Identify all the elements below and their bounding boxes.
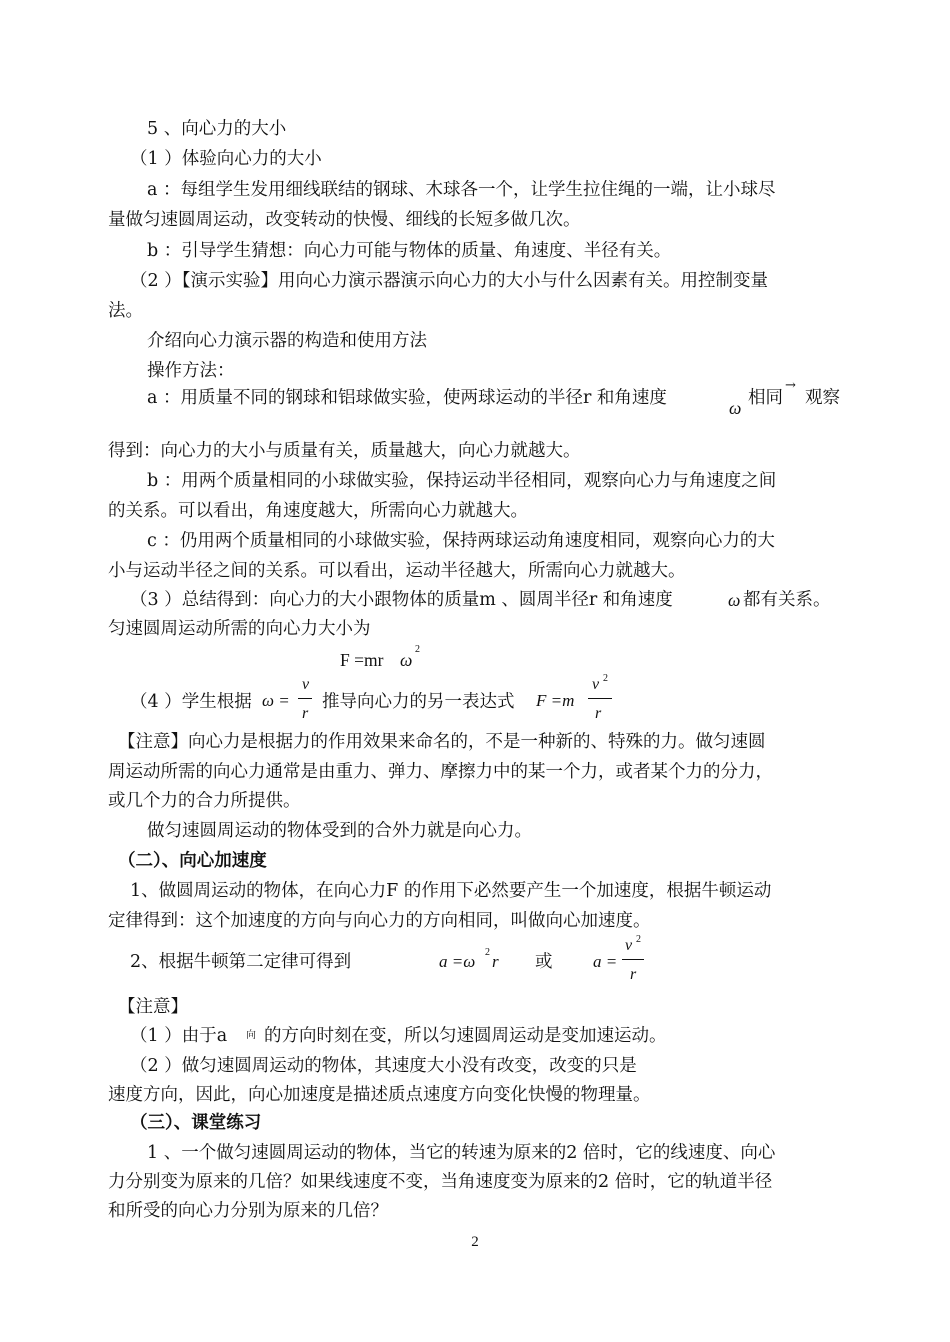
- paragraph: b ：用两个质量相同的小球做实验，保持运动半径相同，观察向心力与角速度之间: [147, 471, 777, 491]
- omega-symbol: ω: [729, 398, 742, 418]
- fraction-bar: [298, 698, 312, 699]
- formula-lhs: F =m: [536, 691, 575, 710]
- formula-text: r: [492, 952, 499, 971]
- paragraph: 定律得到：这个加速度的方向与向心力的方向相同，叫做向心加速度。: [108, 911, 651, 931]
- paragraph: 1 、一个做匀速圆周运动的物体，当它的转速为原来的2 倍时，它的线速度、向心: [147, 1143, 776, 1163]
- paragraph: 的关系。可以看出，角速度越大，所需向心力就越大。: [108, 501, 528, 521]
- section-heading-3: （三）、课堂练习: [130, 1113, 262, 1133]
- page-number: 2: [471, 1234, 479, 1250]
- superscript: 2: [415, 644, 420, 655]
- paragraph: （2 ）做匀速圆周运动的物体，其速度大小没有改变，改变的只是: [130, 1056, 637, 1076]
- section-heading-2: （二）、向心加速度: [118, 851, 267, 871]
- fraction-denominator: r: [630, 966, 637, 983]
- paragraph: 法。: [108, 301, 143, 321]
- note-heading: 【注意】: [118, 997, 188, 1017]
- paragraph: 得到：向心力的大小与质量有关，质量越大，向心力就越大。: [108, 441, 581, 461]
- omega-symbol: ω: [400, 650, 413, 670]
- paragraph: 操作方法：: [147, 361, 235, 381]
- paragraph: （2 ）【演示实验】用向心力演示器演示向心力的大小与什么因素有关。用控制变量: [130, 271, 768, 291]
- formula-lhs: a =: [593, 952, 618, 971]
- paragraph: 都有关系。: [743, 590, 831, 610]
- paragraph: 观察: [805, 388, 840, 408]
- formula-lhs: ω =: [262, 691, 290, 710]
- omega-symbol: ω: [728, 590, 741, 610]
- formula-text: F =mr: [340, 650, 384, 670]
- fraction-bar: [588, 698, 612, 699]
- formula-text: a =ω: [439, 952, 476, 971]
- paragraph: 的方向时刻在变，所以匀速圆周运动是变加速运动。: [264, 1026, 667, 1046]
- paragraph: 匀速圆周运动所需的向心力大小为: [108, 619, 371, 639]
- paragraph: 量做匀速圆周运动，改变转动的快慢、细线的长短多做几次。: [108, 210, 581, 230]
- paragraph: （3 ）总结得到：向心力的大小跟物体的质量m 、圆周半径r 和角速度: [130, 590, 673, 610]
- paragraph: 做匀速圆周运动的物体受到的合外力就是向心力。: [147, 821, 532, 841]
- fraction-denominator: r: [595, 705, 602, 722]
- paragraph: a ：用质量不同的钢球和铝球做实验，使两球运动的半径r 和角速度: [147, 388, 667, 408]
- superscript: 2: [636, 934, 641, 945]
- fraction-numerator: v: [625, 937, 633, 954]
- paragraph: 周运动所需的向心力通常是由重力、弹力、摩擦力中的某一个力，或者某个力的分力，: [108, 762, 773, 782]
- paragraph: 【注意】向心力是根据力的作用效果来命名的，不是一种新的、特殊的力。做匀速圆: [118, 732, 766, 752]
- paragraph: （1 ）体验向心力的大小: [130, 149, 322, 169]
- arrow-icon: →: [785, 378, 796, 393]
- subscript: 向: [246, 1030, 256, 1041]
- paragraph: 2、根据牛顿第二定律可得到: [130, 952, 352, 972]
- paragraph: 或几个力的合力所提供。: [108, 791, 301, 811]
- paragraph: （4 ）学生根据: [130, 692, 252, 712]
- fraction-bar: [622, 959, 644, 960]
- paragraph: 或: [535, 952, 553, 972]
- paragraph: c ：仍用两个质量相同的小球做实验，保持两球运动角速度相同，观察向心力的大: [147, 531, 775, 551]
- paragraph: 小与运动半径之间的关系。可以看出，运动半径越大，所需向心力就越大。: [108, 561, 686, 581]
- section-heading-5: 5 、向心力的大小: [147, 119, 287, 139]
- paragraph: 介绍向心力演示器的构造和使用方法: [147, 331, 427, 351]
- paragraph: 力分别变为原来的几倍？如果线速度不变，当角速度变为原来的2 倍时，它的轨道半径: [108, 1172, 773, 1192]
- paragraph: 1、做圆周运动的物体，在向心力F 的作用下必然要产生一个加速度，根据牛顿运动: [130, 881, 772, 901]
- paragraph: （1 ）由于a: [130, 1026, 228, 1046]
- paragraph: a ：每组学生发用细线联结的钢球、木球各一个，让学生拉住绳的一端，让小球尽: [147, 180, 776, 200]
- superscript: 2: [603, 673, 608, 684]
- paragraph: b ：引导学生猜想：向心力可能与物体的质量、角速度、半径有关。: [147, 241, 672, 261]
- superscript: 2: [485, 947, 490, 958]
- paragraph: 相同: [748, 388, 783, 408]
- paragraph: 和所受的向心力分别为原来的几倍？: [108, 1201, 388, 1221]
- paragraph: 速度方向，因此，向心加速度是描述质点速度方向变化快慢的物理量。: [108, 1085, 651, 1105]
- fraction-numerator: v: [592, 676, 600, 693]
- fraction-numerator: v: [302, 676, 310, 693]
- fraction-denominator: r: [302, 705, 309, 722]
- paragraph: 推导向心力的另一表达式: [322, 692, 515, 712]
